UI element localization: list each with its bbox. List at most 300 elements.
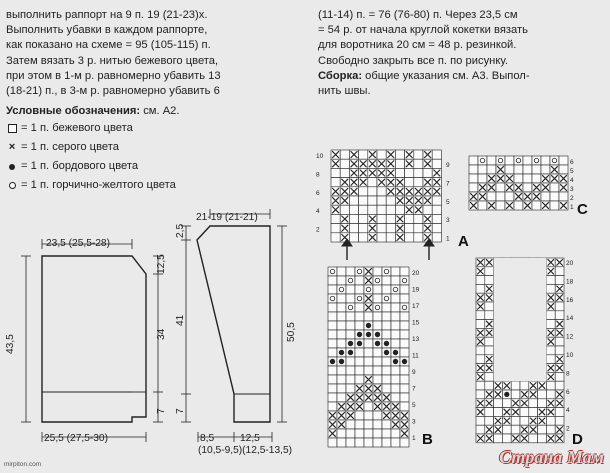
- chart-cell: [386, 224, 395, 233]
- chart-cell: [364, 366, 373, 375]
- chart-cell: [391, 294, 400, 303]
- instruction-line: (11-14) п. = 76 (76-80) п. Через 23,5 см: [318, 9, 518, 21]
- chart-cell: [505, 165, 514, 174]
- chart-cell: [494, 408, 503, 417]
- chart-cell: [382, 330, 391, 339]
- chart-cell: [555, 311, 564, 320]
- chart-cell: [514, 165, 523, 174]
- row-number: 17: [412, 303, 420, 310]
- chart-cell: [337, 429, 346, 438]
- chart-cell: [391, 366, 400, 375]
- sleeve-bottom-sub: (10,5-9,5)(12,5-13,5): [198, 445, 293, 456]
- chart-cell: [546, 311, 555, 320]
- chart-cell: [514, 156, 523, 165]
- chart-cell: [331, 214, 340, 223]
- instruction-line: Свободно закрыть все п. по рисунку.: [318, 54, 508, 67]
- row-number: 4: [566, 407, 570, 415]
- chart-cell: [359, 150, 368, 159]
- assembly-text: общие указания см. А3. Выпол-: [362, 69, 530, 82]
- chart-cell: [391, 276, 400, 285]
- row-number: 3: [570, 186, 574, 193]
- chart-cell: [364, 420, 373, 429]
- chart-cell: [432, 196, 441, 205]
- chart-cell: [355, 429, 364, 438]
- chart-cell: [400, 276, 409, 285]
- chart-cell: [485, 276, 494, 285]
- chart-cell: [355, 366, 364, 375]
- chart-cell: [400, 339, 409, 348]
- chart-cell: [432, 224, 441, 233]
- chart-cell: [355, 375, 364, 384]
- instruction-line: для воротника 20 см = 48 р. резинкой.: [318, 39, 517, 52]
- row-number: 1: [412, 435, 416, 442]
- dot-mark: [393, 359, 398, 364]
- cross-icon: ×: [8, 141, 16, 154]
- chart-cell: [469, 156, 478, 165]
- dot-mark: [384, 350, 389, 355]
- body-total-height: 43,5: [5, 334, 16, 354]
- chart-cell: [355, 411, 364, 420]
- chart-cell: [555, 408, 564, 417]
- chart-cell: [432, 159, 441, 168]
- chart-cell: [405, 168, 414, 177]
- chart-cell: [328, 285, 337, 294]
- chart-cell: [346, 330, 355, 339]
- chart-cell: [414, 168, 423, 177]
- chart-cell: [414, 150, 423, 159]
- chart-cell: [485, 302, 494, 311]
- chart-cell: [523, 183, 532, 192]
- chart-cell: [364, 438, 373, 447]
- chart-cell: [432, 214, 441, 223]
- chart-cell: [529, 408, 538, 417]
- chart-b-label: B: [422, 431, 433, 448]
- body-armhole-height: 12,5: [156, 254, 167, 274]
- chart-cell: [555, 302, 564, 311]
- chart-cell: [377, 196, 386, 205]
- chart-cell: [359, 214, 368, 223]
- chart-cell: [386, 205, 395, 214]
- sleeve-total-height: 50,5: [286, 322, 297, 342]
- chart-cell: [349, 224, 358, 233]
- row-number: 10: [316, 153, 324, 160]
- chart-cell: [373, 429, 382, 438]
- chart-cell: [550, 183, 559, 192]
- chart-cell: [478, 201, 487, 210]
- chart-cell: [373, 438, 382, 447]
- chart-cell: [377, 150, 386, 159]
- chart-cell: [391, 339, 400, 348]
- chart-cell: [485, 337, 494, 346]
- sleeve-bottom-left: 8,5: [200, 433, 215, 444]
- chart-cell: [337, 393, 346, 402]
- chart-cell: [496, 183, 505, 192]
- chart-cell: [346, 366, 355, 375]
- dot-mark: [357, 341, 362, 346]
- chart-cell: [555, 346, 564, 355]
- chart-cell: [355, 348, 364, 357]
- chart-cell: [532, 165, 541, 174]
- chart-cell: [502, 434, 511, 443]
- chart-cell: [355, 420, 364, 429]
- chart-cell: [414, 233, 423, 242]
- chart-cell: [337, 285, 346, 294]
- chart-cell: [373, 276, 382, 285]
- chart-cell: [476, 276, 485, 285]
- chart-cell: [364, 312, 373, 321]
- chart-cell: [355, 294, 364, 303]
- chart-cell: [340, 159, 349, 168]
- chart-cell: [328, 366, 337, 375]
- chart-cell: [432, 150, 441, 159]
- chart-cell: [405, 233, 414, 242]
- chart-cell: [349, 214, 358, 223]
- chart-cell: [337, 294, 346, 303]
- chart-cell: [520, 408, 529, 417]
- chart-cell: [550, 156, 559, 165]
- chart-cell: [328, 393, 337, 402]
- chart-cell: [485, 381, 494, 390]
- chart-cell: [359, 196, 368, 205]
- chart-cell: [368, 196, 377, 205]
- chart-cell: [373, 303, 382, 312]
- chart-cell: [382, 357, 391, 366]
- chart-cell: [346, 321, 355, 330]
- dot-mark: [348, 350, 353, 355]
- chart-cell: [355, 285, 364, 294]
- sleeve-bottom-height: 7: [175, 408, 186, 414]
- row-number: 20: [412, 270, 420, 277]
- sleeve-bottom-right: 12,5: [240, 433, 260, 444]
- chart-cell: [328, 348, 337, 357]
- row-number: 5: [412, 402, 416, 409]
- body-bottom-height: 7: [156, 408, 167, 414]
- sleeve-top-cut: 2,5: [175, 223, 186, 238]
- chart-cell: [485, 311, 494, 320]
- chart-cell: [373, 312, 382, 321]
- chart-cell: [328, 438, 337, 447]
- chart-cell: [355, 438, 364, 447]
- chart-cell: [423, 205, 432, 214]
- sleeve-schematic: [181, 209, 287, 442]
- chart-c-label: C: [577, 201, 588, 218]
- chart-cell: [340, 168, 349, 177]
- chart-cell: [337, 321, 346, 330]
- chart-cell: [355, 267, 364, 276]
- chart-cell: [382, 420, 391, 429]
- instruction-line: выполнить раппорт на 9 п. 19 (21-23)х.: [6, 9, 208, 21]
- chart-cell: [337, 303, 346, 312]
- chart-cell: [485, 416, 494, 425]
- chart-cell: [546, 320, 555, 329]
- chart-cell: [346, 285, 355, 294]
- chart-d: [476, 258, 574, 443]
- dot-mark: [339, 350, 344, 355]
- row-number: 4: [316, 208, 320, 216]
- chart-cell: [359, 233, 368, 242]
- chart-cell: [538, 434, 547, 443]
- chart-cell: [355, 312, 364, 321]
- chart-d-gap: [494, 258, 547, 381]
- chart-cell: [529, 399, 538, 408]
- chart-cell: [538, 425, 547, 434]
- chart-cell: [346, 294, 355, 303]
- chart-cell: [400, 330, 409, 339]
- chart-cell: [400, 285, 409, 294]
- chart-cell: [395, 168, 404, 177]
- dot-mark: [366, 323, 371, 328]
- chart-cell: [395, 150, 404, 159]
- row-number: 6: [316, 189, 320, 197]
- chart-cell: [382, 303, 391, 312]
- chart-cell: [391, 330, 400, 339]
- chart-cell: [346, 267, 355, 276]
- chart-cell: [476, 416, 485, 425]
- chart-cell: [373, 285, 382, 294]
- chart-cell: [395, 205, 404, 214]
- chart-cell: [386, 196, 395, 205]
- chart-cell: [546, 284, 555, 293]
- row-number: 20: [566, 260, 574, 267]
- chart-cell: [377, 187, 386, 196]
- chart-cell: [485, 346, 494, 355]
- chart-cell: [559, 156, 568, 165]
- chart-cell: [391, 375, 400, 384]
- chart-cell: [532, 156, 541, 165]
- chart-cell: [364, 402, 373, 411]
- chart-cell: [400, 366, 409, 375]
- chart-cell: [391, 384, 400, 393]
- chart-cell: [337, 267, 346, 276]
- chart-cell: [331, 224, 340, 233]
- chart-cell: [386, 214, 395, 223]
- chart-cell: [331, 233, 340, 242]
- legend-item-text: = 1 п. бордового цвета: [21, 160, 139, 173]
- body-bottom-width: 25,5 (27,5-30): [44, 433, 108, 444]
- legend-item-text: = 1 п. серого цвета: [21, 141, 119, 154]
- chart-cell: [368, 187, 377, 196]
- chart-cell: [391, 321, 400, 330]
- chart-cell: [494, 399, 503, 408]
- chart-cell: [478, 174, 487, 183]
- row-number: 2: [316, 226, 320, 234]
- chart-cell: [373, 267, 382, 276]
- chart-cell: [400, 393, 409, 402]
- assembly-label: Сборка:: [318, 69, 363, 82]
- chart-cell: [328, 312, 337, 321]
- chart-cell: [355, 357, 364, 366]
- sleeve-top-width: 21-19 (21-21): [196, 212, 258, 223]
- chart-cell: [538, 399, 547, 408]
- chart-cell: [328, 375, 337, 384]
- legend-title-ref: см. А2.: [140, 105, 180, 118]
- chart-cell: [328, 267, 337, 276]
- chart-cell: [373, 411, 382, 420]
- chart-cell: [476, 346, 485, 355]
- chart-cell: [546, 390, 555, 399]
- chart-cell: [373, 321, 382, 330]
- chart-cell: [494, 434, 503, 443]
- chart-cell: [546, 276, 555, 285]
- chart-cell: [346, 303, 355, 312]
- chart-cell: [373, 375, 382, 384]
- chart-cell: [511, 381, 520, 390]
- instruction-line: как показано на схеме = 95 (105-115) п.: [6, 39, 211, 52]
- chart-cell: [349, 205, 358, 214]
- chart-c: [469, 156, 574, 211]
- chart-cell: [538, 390, 547, 399]
- chart-cell: [485, 408, 494, 417]
- chart-cell: [541, 156, 550, 165]
- chart-cell: [555, 337, 564, 346]
- chart-cell: [346, 375, 355, 384]
- chart-a-label: A: [458, 233, 469, 250]
- chart-cell: [487, 165, 496, 174]
- row-number: 10: [566, 352, 574, 359]
- chart-cell: [382, 285, 391, 294]
- chart-cell: [355, 321, 364, 330]
- chart-cell: [400, 312, 409, 321]
- chart-cell: [496, 156, 505, 165]
- chart-cell: [382, 312, 391, 321]
- chart-cell: [337, 366, 346, 375]
- chart-cell: [340, 205, 349, 214]
- chart-cell: [423, 168, 432, 177]
- chart-cell: [476, 381, 485, 390]
- chart-cell: [391, 285, 400, 294]
- chart-cell: [382, 321, 391, 330]
- chart-cell: [359, 224, 368, 233]
- row-number: 6: [570, 159, 574, 166]
- chart-cell: [546, 381, 555, 390]
- row-number: 2: [566, 425, 570, 433]
- chart-cell: [476, 284, 485, 293]
- chart-cell: [382, 366, 391, 375]
- chart-cell: [364, 429, 373, 438]
- chart-cell: [391, 438, 400, 447]
- dot-mark: [393, 350, 398, 355]
- chart-cell: [331, 178, 340, 187]
- chart-cell: [555, 276, 564, 285]
- chart-cell: [331, 168, 340, 177]
- chart-cell: [328, 294, 337, 303]
- dot-mark: [348, 341, 353, 346]
- row-number: 15: [412, 319, 420, 327]
- row-number: 1: [570, 204, 574, 211]
- chart-cell: [400, 303, 409, 312]
- chart-cell: [337, 330, 346, 339]
- chart-cell: [476, 311, 485, 320]
- chart-cell: [405, 214, 414, 223]
- chart-cell: [511, 390, 520, 399]
- chart-cell: [382, 276, 391, 285]
- instruction-line: при этом в 1-м р. равномерно убавить 13: [6, 69, 221, 82]
- instruction-line: Затем вязать 3 р. нитью бежевого цвета,: [6, 54, 219, 67]
- chart-cell: [391, 303, 400, 312]
- dot-mark: [366, 332, 371, 337]
- chart-cell: [559, 165, 568, 174]
- chart-cell: [382, 375, 391, 384]
- chart-cell: [391, 393, 400, 402]
- chart-cell: [414, 178, 423, 187]
- chart-cell: [346, 384, 355, 393]
- chart-cell: [511, 416, 520, 425]
- chart-cell: [337, 438, 346, 447]
- row-number: 14: [566, 315, 574, 323]
- chart-cell: [346, 276, 355, 285]
- chart-cell: [505, 192, 514, 201]
- chart-cell: [373, 366, 382, 375]
- dot-mark: [375, 332, 380, 337]
- chart-cell: [355, 303, 364, 312]
- chart-cell: [328, 339, 337, 348]
- legend-title-text: Условные обозначения:: [6, 105, 141, 118]
- dot-mark: [384, 341, 389, 346]
- chart-cell: [555, 267, 564, 276]
- chart-cell: [485, 267, 494, 276]
- chart-cell: [373, 420, 382, 429]
- chart-cell: [550, 192, 559, 201]
- chart-cell: [328, 276, 337, 285]
- chart-cell: [502, 399, 511, 408]
- row-number: 6: [566, 388, 570, 396]
- row-number: 19: [412, 286, 420, 294]
- chart-d-label: D: [572, 431, 583, 448]
- source-watermark: mirpiton.com: [4, 461, 42, 468]
- chart-cell: [485, 372, 494, 381]
- chart-cell: [514, 174, 523, 183]
- chart-cell: [502, 425, 511, 434]
- chart-cell: [400, 375, 409, 384]
- chart-cell: [414, 224, 423, 233]
- chart-cell: [364, 357, 373, 366]
- chart-b: [328, 267, 420, 447]
- chart-cell: [405, 178, 414, 187]
- chart-cell: [337, 384, 346, 393]
- chart-cell: [487, 156, 496, 165]
- chart-cell: [364, 339, 373, 348]
- row-number: 5: [446, 198, 450, 206]
- dot-mark: [357, 332, 362, 337]
- row-number: 7: [446, 180, 450, 188]
- row-number: 3: [446, 217, 450, 225]
- chart-cell: [364, 411, 373, 420]
- chart-cell: [478, 165, 487, 174]
- chart-cell: [496, 192, 505, 201]
- chart-a: [316, 150, 450, 243]
- chart-cell: [364, 348, 373, 357]
- body-schematic: [21, 239, 163, 442]
- chart-cell: [555, 416, 564, 425]
- chart-cell: [520, 416, 529, 425]
- chart-cell: [529, 434, 538, 443]
- chart-cell: [400, 438, 409, 447]
- chart-cell: [346, 357, 355, 366]
- row-number: 13: [412, 336, 420, 343]
- dot-mark: [339, 359, 344, 364]
- site-logo-watermark: Страна Мам: [499, 447, 604, 467]
- chart-cell: [414, 214, 423, 223]
- chart-cell: [340, 150, 349, 159]
- chart-cell: [523, 165, 532, 174]
- chart-cell: [523, 174, 532, 183]
- dot-mark: [375, 341, 380, 346]
- chart-cell: [511, 425, 520, 434]
- row-number: 16: [566, 296, 574, 304]
- chart-cell: [377, 233, 386, 242]
- chart-cell: [546, 346, 555, 355]
- chart-cell: [514, 201, 523, 210]
